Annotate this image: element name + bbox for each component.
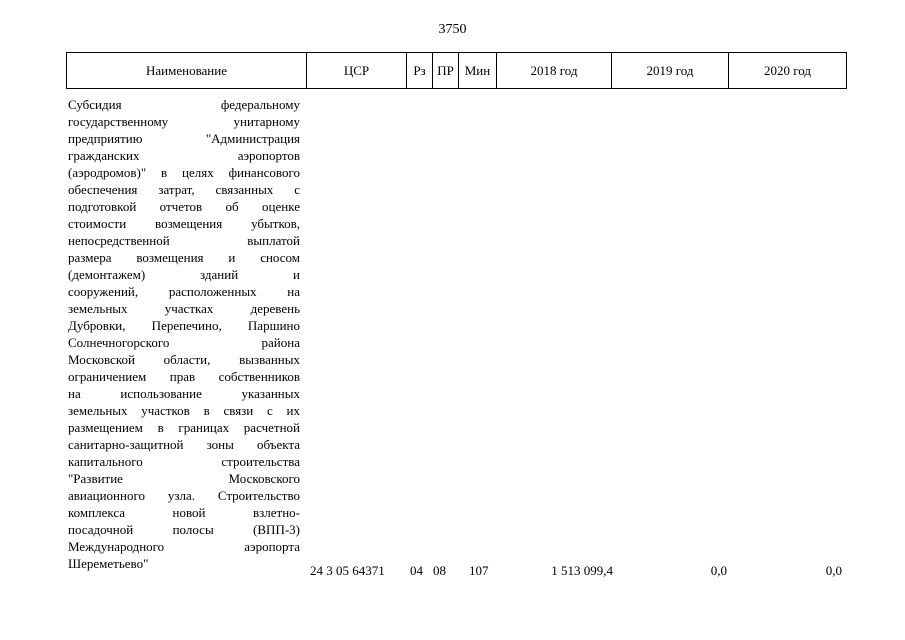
- budget-table-header: [66, 52, 847, 89]
- description-line: Международного аэропорта: [68, 539, 300, 554]
- header-rz: Рз: [407, 53, 433, 89]
- description-line: сооружений, расположенных на: [68, 284, 300, 299]
- description-line: на использование указанных: [68, 386, 300, 401]
- description-line: государственному унитарному: [68, 114, 300, 129]
- header-name: Наименование: [67, 53, 307, 89]
- description-line: гражданских аэропортов: [68, 148, 300, 163]
- description-line: стоимости возмещения убытков,: [68, 216, 300, 231]
- description-line: санитарно-защитной зоны объекта: [68, 437, 300, 452]
- cell-2019: 0,0: [710, 563, 727, 578]
- description-line: Субсидия федеральному: [68, 97, 300, 112]
- description-line: обеспечения затрат, связанных с: [68, 182, 300, 197]
- description-line: земельных участках деревень: [68, 301, 300, 316]
- description-line: Московской области, вызванных: [68, 352, 300, 367]
- description-line: комплекса новой взлетно-: [68, 505, 300, 520]
- header-csr: ЦСР: [307, 53, 407, 89]
- page-number: 3750: [438, 22, 467, 37]
- description-line: "Развитие Московского: [68, 471, 300, 486]
- description-line: авиационного узла. Строительство: [68, 488, 300, 503]
- header-min: Мин: [459, 53, 497, 89]
- cell-csr: 24 3 05 64371: [310, 563, 385, 578]
- cell-min: 107: [469, 563, 489, 578]
- header-row: [67, 53, 847, 89]
- cell-pr: 08: [433, 563, 446, 578]
- description-line: размера возмещения и сносом: [68, 250, 300, 265]
- description-line: (аэродромов)" в целях финансового: [68, 165, 300, 180]
- description-line: (демонтажем) зданий и: [68, 267, 300, 282]
- description-line: предприятию "Администрация: [68, 131, 300, 146]
- description-line: размещением в границах расчетной: [68, 420, 300, 435]
- header-2019: 2019 год: [612, 53, 729, 89]
- cell-2018: 1 513 099,4: [551, 563, 613, 578]
- description-line: посадочной полосы (ВПП-3): [68, 522, 300, 537]
- description-line: подготовкой отчетов об оценке: [68, 199, 300, 214]
- description-line: Шереметьево": [68, 556, 149, 571]
- header-2020: 2020 год: [729, 53, 847, 89]
- description-line: Дубровки, Перепечино, Паршино: [68, 318, 300, 333]
- description-line: непосредственной выплатой: [68, 233, 300, 248]
- header-2018: 2018 год: [497, 53, 612, 89]
- cell-rz: 04: [410, 563, 423, 578]
- description-line: земельных участков в связи с их: [68, 403, 300, 418]
- description-line: Солнечногорского района: [68, 335, 300, 350]
- description-line: капитального строительства: [68, 454, 300, 469]
- row-description: [68, 96, 300, 572]
- cell-2020: 0,0: [825, 563, 842, 578]
- description-line: ограничением прав собственников: [68, 369, 300, 384]
- header-pr: ПР: [433, 53, 459, 89]
